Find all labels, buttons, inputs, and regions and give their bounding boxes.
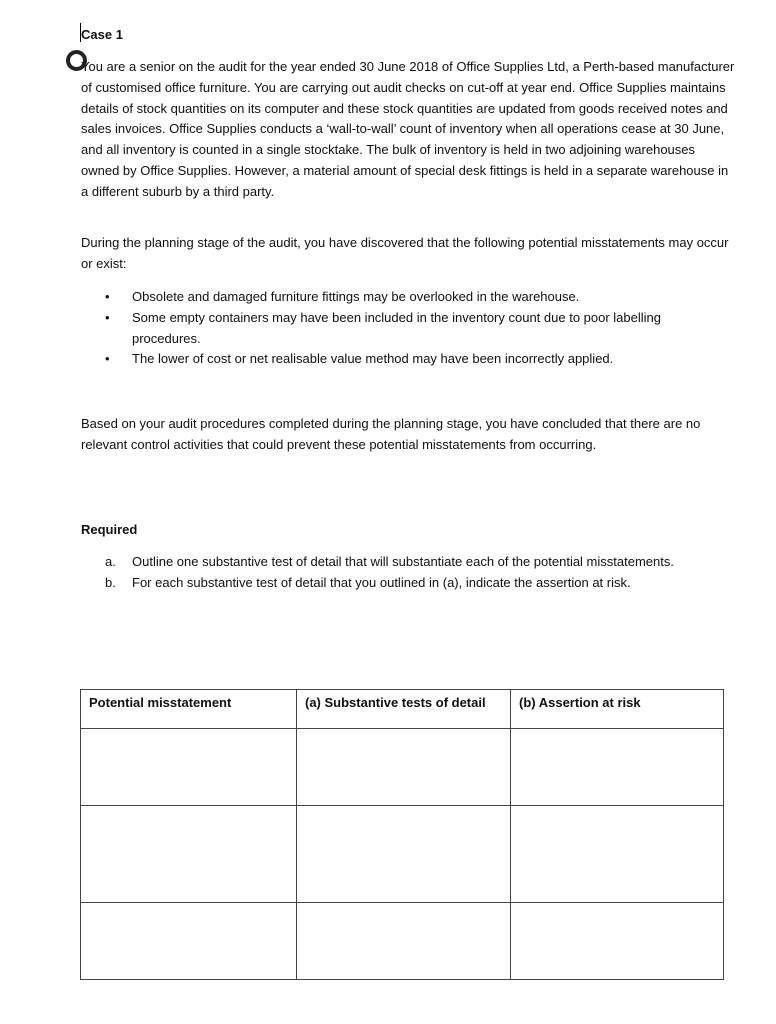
table-cell[interactable] [297,903,511,980]
list-item: • Some empty containers may have been included in the inventory count due to poor labelling procedures. [81,308,731,350]
intro-paragraph[interactable]: You are a senior on the audit for the year ended 30 June 2018 of Office Supplies Ltd, a Perth-based manufacturer of customised office furniture. You are carrying out audit checks on cut-off at year end. Office Supplies maintains details of stock quantities on its computer and these stock quantities are updated from goods received notes and sales invoices. Office Supplies conducts a ‘wall-to-wall’ count of inventory when all operations cease at 30 June, and all inventory is counted in a single stocktake. The bulk of inventory is held in two adjoining warehouses owned by Office Supplies. However, a material amount of special desk fittings is held in a separate warehouse in a different suburb by a third party. [81,59,735,199]
table-cell[interactable] [297,806,511,903]
table-row [81,806,724,903]
case-heading: Case 1 [81,27,123,42]
column-header: Potential misstatement [81,690,297,729]
conclusion-paragraph: Based on your audit procedures completed during the planning stage, you have concluded that there are no relevant control activities that could prevent these potential misstatements from occurring. [81,416,701,452]
list-item [81,573,731,594]
answer-table [80,689,724,980]
column-header: (a) Substantive tests of detail [297,690,511,729]
table-cell[interactable] [511,903,724,980]
table-cell[interactable] [81,903,297,980]
touch-indicator-icon [66,50,87,71]
table-cell[interactable] [81,806,297,903]
table-cell[interactable] [81,729,297,806]
required-list [81,552,731,594]
planning-paragraph: During the planning stage of the audit, you have discovered that the following potential misstatements may occur or exist: [81,235,729,271]
column-header: (b) Assertion at risk [511,690,724,729]
misstatement-list [81,287,731,370]
list-text: Outline one substantive test of detail that will substantiate each of the potential misstatements. [132,554,674,569]
list-text: For each substantive test of detail that you outlined in (a), indicate the assertion at risk. [132,574,631,590]
list-item: • The lower of cost or net realisable value method may have been incorrectly applied. [81,349,731,370]
required-heading: Required [81,522,138,537]
list-item [81,552,731,573]
list-item: • Obsolete and damaged furniture fittings may be overlooked in the warehouse. [81,287,731,308]
table-cell[interactable] [511,806,724,903]
list-marker: b. [105,574,116,590]
table-row [81,729,724,806]
list-marker: a. [105,554,116,569]
table-cell[interactable] [511,729,724,806]
table-cell[interactable] [297,729,511,806]
table-row [81,903,724,980]
